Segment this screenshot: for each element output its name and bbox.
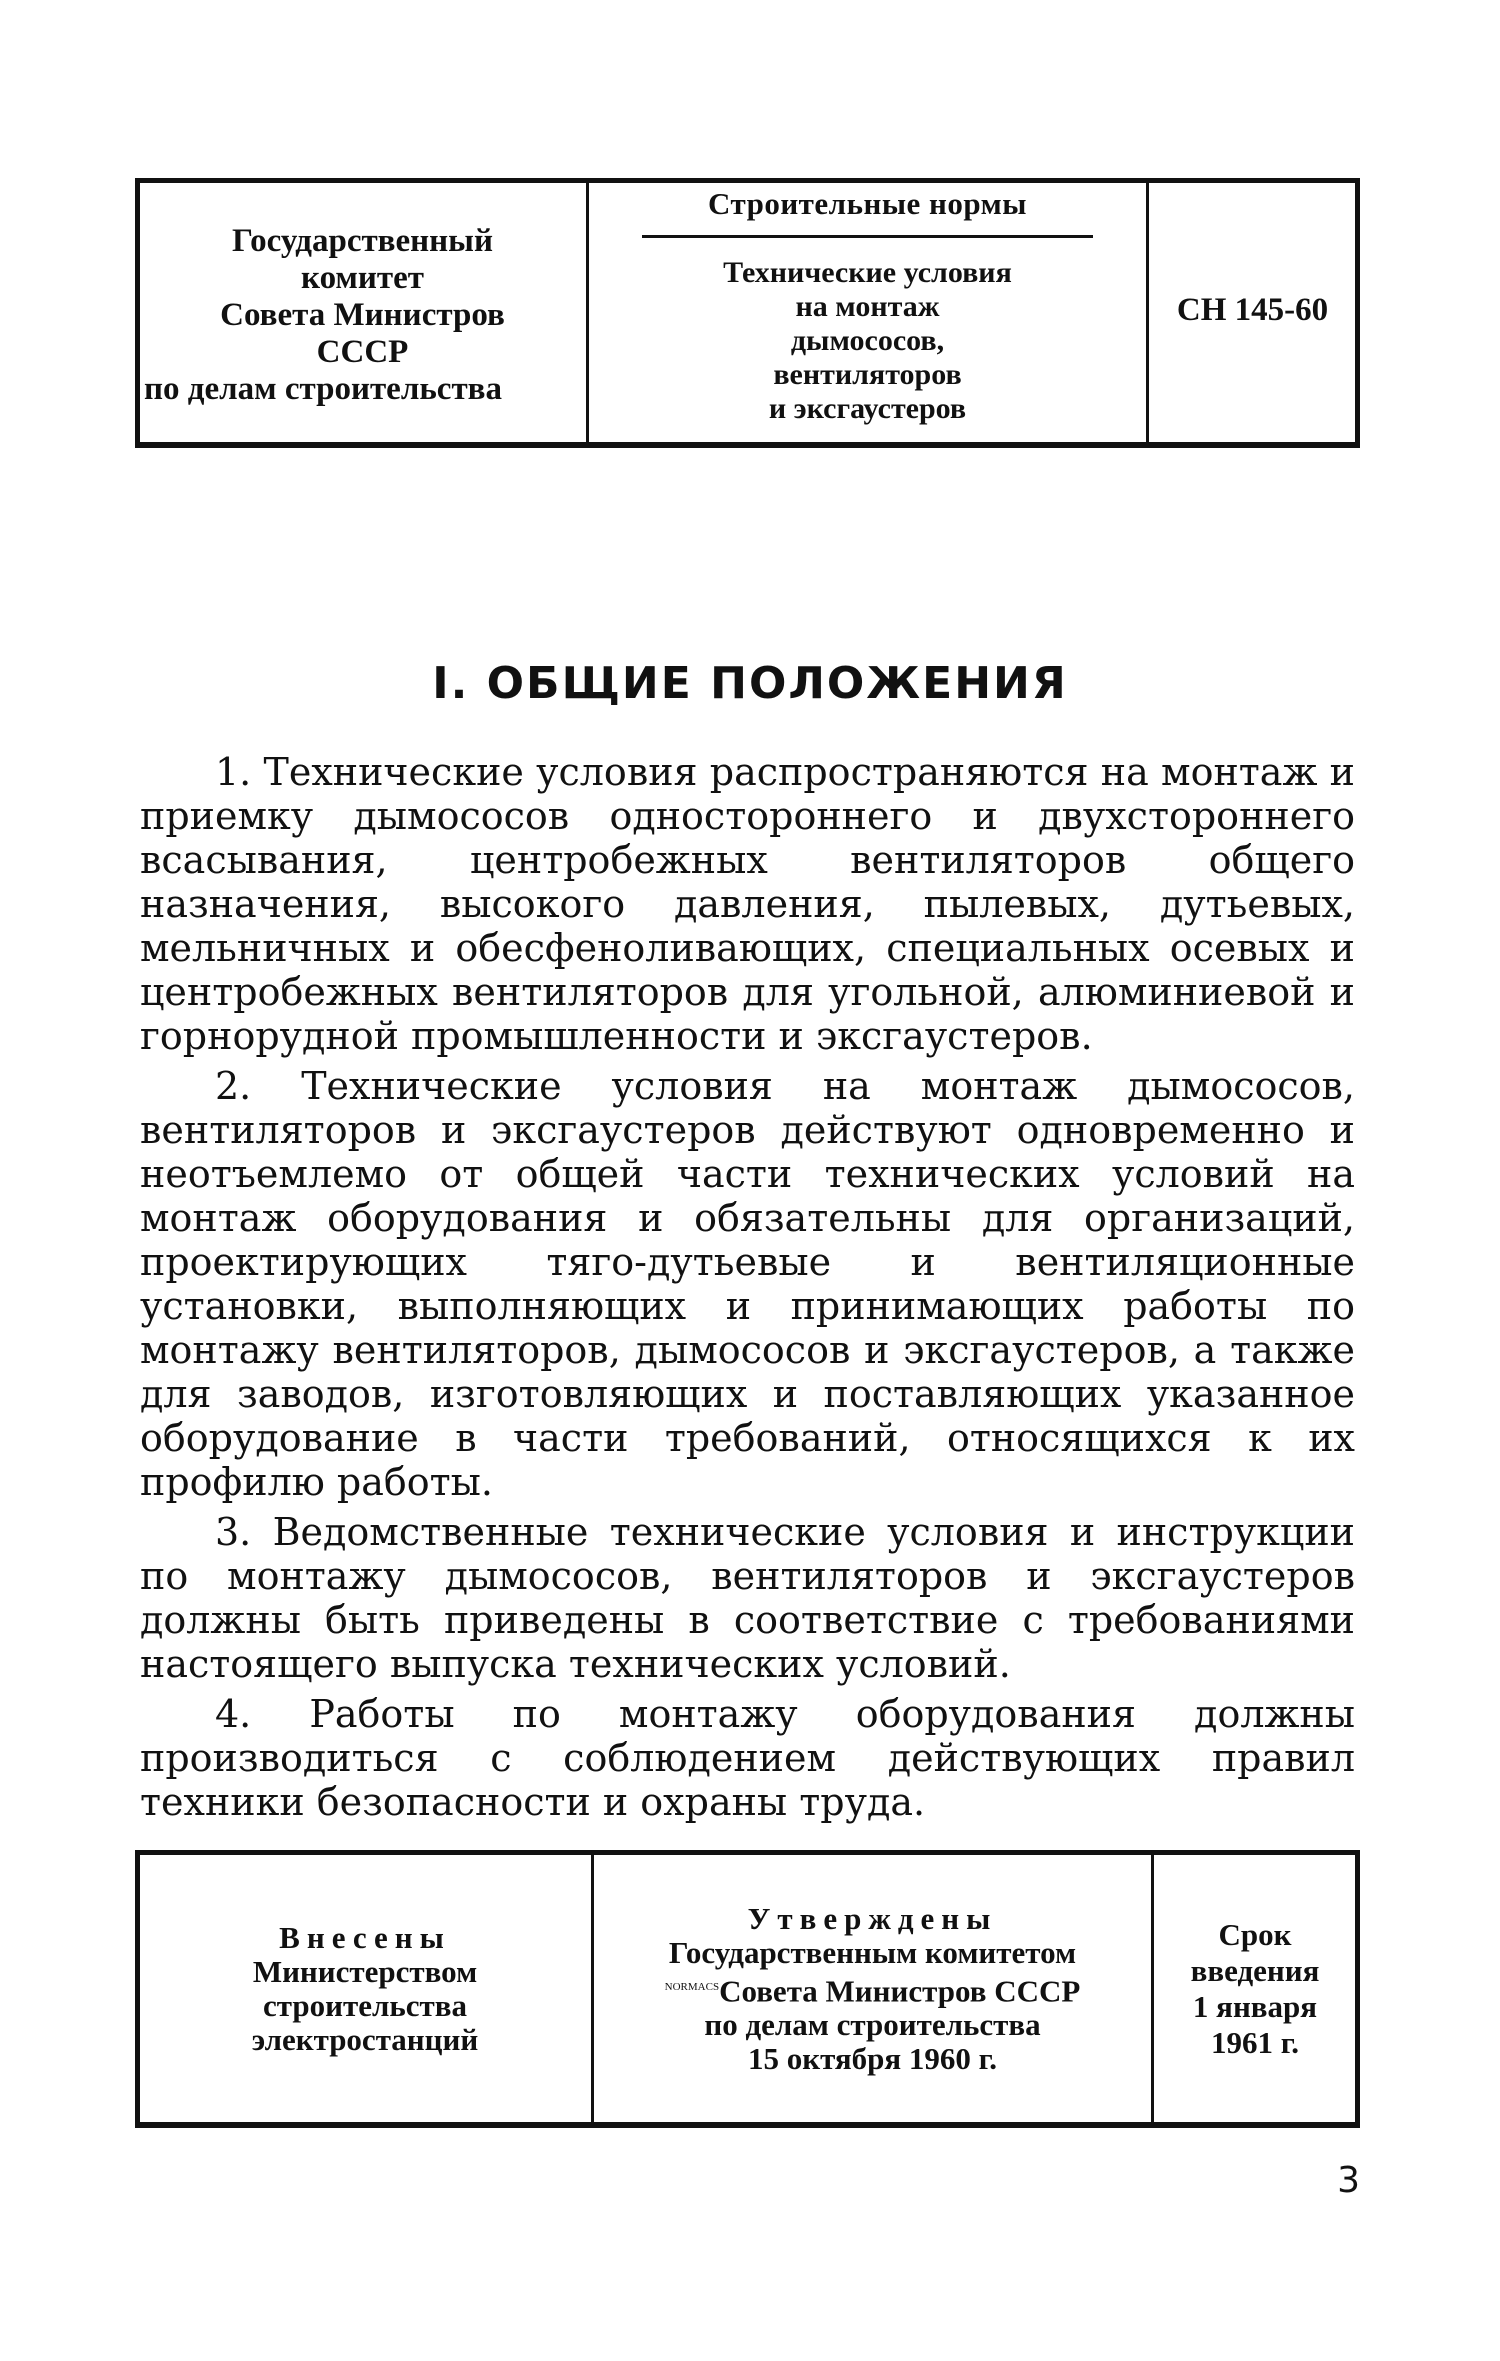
paragraph-3: 3. Ведомственные технические условия и инструкции по монтажу дымососов, вентиляторов и эксгаустеров должны быть приведены в соответствие с требованиями настоящего выпуска технических условий. [140, 1510, 1355, 1686]
footer-divider-2 [1151, 1850, 1154, 2128]
effective-line: 1 января [1192, 1989, 1318, 2024]
document-code-cell [1150, 178, 1355, 442]
document-title-cell [590, 178, 1145, 442]
title-line: дымососов, [790, 324, 945, 357]
category-rule [642, 235, 1093, 238]
approved-by-line: по делам строительства [704, 2007, 1041, 2043]
approved-cell [595, 1850, 1150, 2128]
introduced-by-line: строительства [263, 1988, 467, 2023]
effective-date-cell [1155, 1850, 1355, 2128]
introduced-cell [140, 1850, 590, 2128]
section-body [140, 750, 1355, 1830]
approval-date: 15 октября 1960 г. [747, 2041, 998, 2077]
effective-line: Срок [1218, 1917, 1292, 1952]
issuer-cell [140, 188, 585, 442]
section-heading: I. ОБЩИЕ ПОЛОЖЕНИЯ [432, 658, 1068, 709]
footer-divider-1 [591, 1850, 594, 2128]
header-table [135, 178, 1360, 448]
header-divider-1 [586, 178, 589, 442]
introduced-by-line: электростанций [251, 2022, 479, 2057]
document-code: СН 145-60 [1176, 291, 1329, 328]
issuer-line: Государственный [232, 222, 493, 259]
title-line: вентиляторов [773, 358, 962, 391]
effective-line: введения [1190, 1953, 1320, 1988]
effective-line: 1961 г. [1210, 2025, 1300, 2060]
header-divider-2 [1146, 178, 1149, 442]
introduced-by-line: Министерством [252, 1954, 478, 1989]
issuer-line: СССР [316, 333, 409, 370]
issuer-line: по делам строительства [144, 370, 502, 407]
page-number: 3 [1337, 2160, 1360, 2201]
issuer-line: комитет [300, 259, 424, 296]
document-title [590, 256, 1145, 426]
normacs-stamp: NORMACS [664, 1980, 720, 1993]
introduced-label: Внесены [279, 1920, 451, 1955]
paragraph-2: 2. Технические условия на монтаж дымососов, вентиляторов и эксгаустеров действуют одновременно и неотъемлемо от общей части технических условий на монтаж оборудования и обязательны для организаций, проектирующих тяго-дутьевые и вентиляционные установки, выполняющих и принимающих работы по монтажу вентиляторов, дымососов и эксгаустеров, а также для заводов, изготовляющих и поставляющих указанное оборудование в части требований, относящихся к их профилю работы. [140, 1064, 1355, 1504]
title-line: Технические условия [723, 256, 1012, 289]
approved-label: Утверждены [747, 1900, 998, 1936]
paragraph-1: 1. Технические условия распространяются на монтаж и приемку дымососов одностороннего и двухстороннего всасывания, центробежных вентиляторов общего назначения, высокого давления, пылевых, дутьевых, мельничных и обесфеноливающих, специальных осевых и центробежных вентиляторов для угольной, алюминиевой и горнорудной промышленности и эксгаустеров. [140, 750, 1355, 1058]
paragraph-4: 4. Работы по монтажу оборудования должны производиться с соблюдением действующих правил техники безопасности и охраны труда. [140, 1692, 1355, 1824]
approved-by-line: Государственным комитетом [668, 1934, 1077, 1970]
approved-by-line: $^{NORMACS}$Совета Министров СССР [664, 1973, 1081, 2009]
title-line: и эксгаустеров [768, 392, 967, 425]
title-line: на монтаж [795, 290, 940, 323]
category-label: Строительные нормы [708, 186, 1027, 221]
approval-table [135, 1850, 1360, 2128]
issuer-line: Совета Министров [220, 296, 505, 333]
